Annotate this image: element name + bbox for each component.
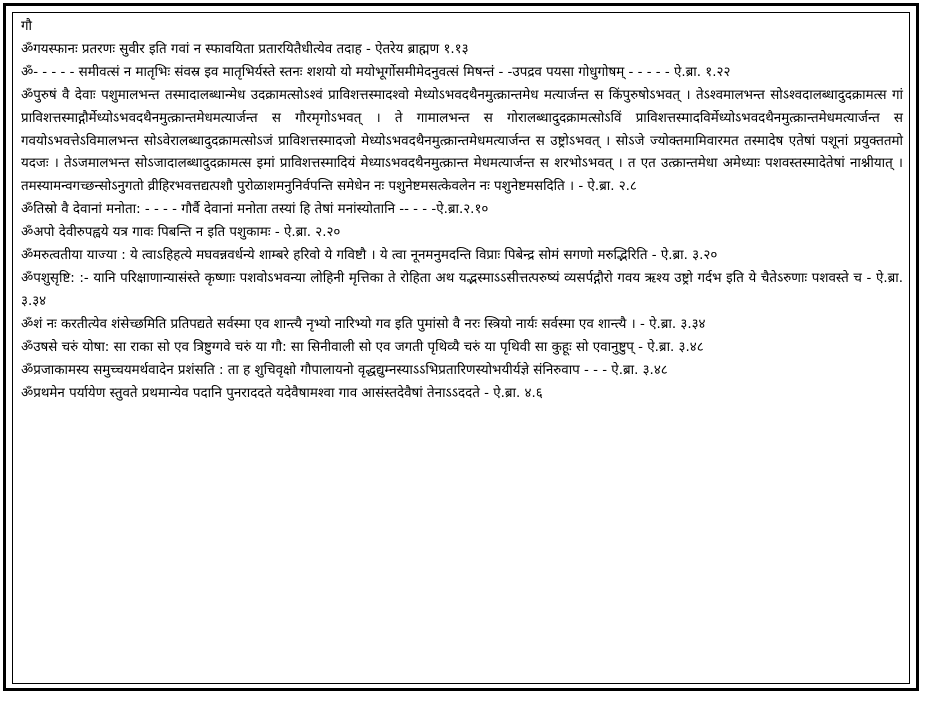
paragraph: ॐउषसे चरुं योषा: सा राका सो एव त्रिष्टुग्गवे चरुं या गौ: सा सिनीवाली सो एव जगती पृथिव्यै चरुं या पृथिवी सा कुहूः सो एवानुष्टुप् - ऐ.ब्रा. ३.४८ <box>21 339 704 355</box>
paragraph: ॐतिस्रो वै देवानां मनोता: - - - - गौर्वै देवानां मनोता तस्यां हि तेषां मनांस्योतानि -- - - -ऐ.ब्रा.२.१० <box>21 202 489 218</box>
paragraph: ॐपुरुषं वै देवाः पशुमालभन्त तस्मादालब्धान्मेध उदक्रामत्सोऽश्वं प्राविशत्तस्मादश्वो मेध्योऽभवदथैनमुत्क्रान्तमेध मत्यार्जन्त स किंपुरुषोऽभवत् । तेऽश्वमालभन्त सोऽश्वदालब्धादुदक्रामत्स गां प्राविशत्तस्माद्गौर्मेध्योऽभवदथैनमुत्क्रान्तमेधमत्यार्जन्त स गौरमृगोऽभवत् । ते गामालभन्त स गोरालब्धादुदक्रामत्सोऽविं प्राविशत्तस्मादविर्मेध्योऽभवदथैनमुत्क्रान्तमेधमत्यार्जन्त स गवयोऽभवत्तेऽविमालभन्त सोऽवेरालब्धादुदक्रामत्सोऽजं प्राविशत्तस्मादजो मेध्योऽभवदथैनमुत्क्रान्तमेधमत्यार्जन्त स उष्ट्रोऽभवत् । सोऽजे ज्योक्तमामिवारमत तस्मादेष एतेषां पशूनां प्रयुक्ततमो यदजः । तेऽजमालभन्त सोऽजादालब्धादुदक्रामत्स इमां प्राविशत्तस्मादियं मेध्याऽभवदथैनमुत्क्रान्त मेधमत्यार्जन्त स शरभोऽभवत् । त एत उत्क्रान्तमेधा अमेध्याः पशवस्तस्मादेतेषां नाश्नीयात् । तमस्यामन्वगच्छन्सोऽनुगतो व्रीहिरभवत्तद्यत्पशौ पुरोळाशमनुनिर्वपन्ति समेधेन नः पशुनेष्टमसत्केवलेन नः पशुनेष्टमसदिति । - ऐ.ब्रा. २.८ <box>21 87 903 195</box>
paragraph: ॐप्रथमेन पर्यायेण स्तुवते प्रथमान्येव पदानि पुनराददते यदेवैषामश्वा गाव आसंस्तदेवैषां तेनाऽऽददते - ऐ.ब्रा. ४.६ <box>21 385 543 401</box>
document-heading: गौ <box>21 19 33 34</box>
document-body <box>21 16 903 405</box>
paragraph: ॐशं नः करतीत्येव शंसेच्छमिति प्रतिपद्यते सर्वस्मा एव शान्त्यै नृभ्यो नारिभ्यो गव इति पुमांसो वै नरः स्त्रियो नार्यः सर्वस्मा एव शान्त्यै । - ऐ.ब्रा. ३.३४ <box>21 316 706 332</box>
inner-border <box>12 12 910 684</box>
paragraph: ॐमरुत्वतीया याज्या : ये त्वाऽहिहत्ये मघवन्नवर्धन्ये शाम्बरे हरिवो ये गविष्टौ । ये त्वा नूनमनुमदन्ति विप्राः पिबेन्द्र सोमं सगणो मरुद्भिरिति - ऐ.ब्रा. ३.२० <box>21 248 718 264</box>
paragraph: ॐअपो देवीरुपह्वये यत्र गावः पिबन्ति न इति पशुकामः - ऐ.ब्रा. २.२० <box>21 225 341 241</box>
paragraph: ॐप्रजाकामस्य समुच्चयमर्थवादेन प्रशंसति : ता ह शुचिवृक्षो गौपालायनो वृद्धद्युम्नस्याऽऽभिप्रतारिणस्योभयीर्यज्ञे संनिरुवाप - - - ऐ.ब्रा. ३.४८ <box>21 362 668 378</box>
paragraph: ॐपशुसृष्टि: :- यानि परिक्षाणान्यासंस्ते कृष्णाः पशवोऽभवन्या लोहिनी मृत्तिका ते रोहिता अथ यद्भस्माऽऽसीत्तत्परुष्यं व्यसर्पद्गौरो गवय ऋश्य उष्ट्रो गर्दभ इति ये चैतेऽरुणाः पशवस्ते च - ऐ.ब्रा. ३.३४ <box>21 270 903 309</box>
page-border <box>3 3 919 691</box>
paragraph: ॐ- - - - - समीवत्सं न मातृभिः संवस्र इव मातृभिर्यस्ते स्तनः शशयो यो मयोभूर्गोसमीमेदनुवत्सं मिषन्तं - -उपद्रव पयसा गोधुगोषम् - - - - - ऐ.ब्रा. १.२२ <box>21 64 731 80</box>
paragraph: ॐगयस्फानः प्रतरणः सुवीर इति गवां न स्फावयिता प्रतारयितैधीत्येव तदाह - ऐतरेय ब्राह्मण १.१३ <box>21 41 469 57</box>
